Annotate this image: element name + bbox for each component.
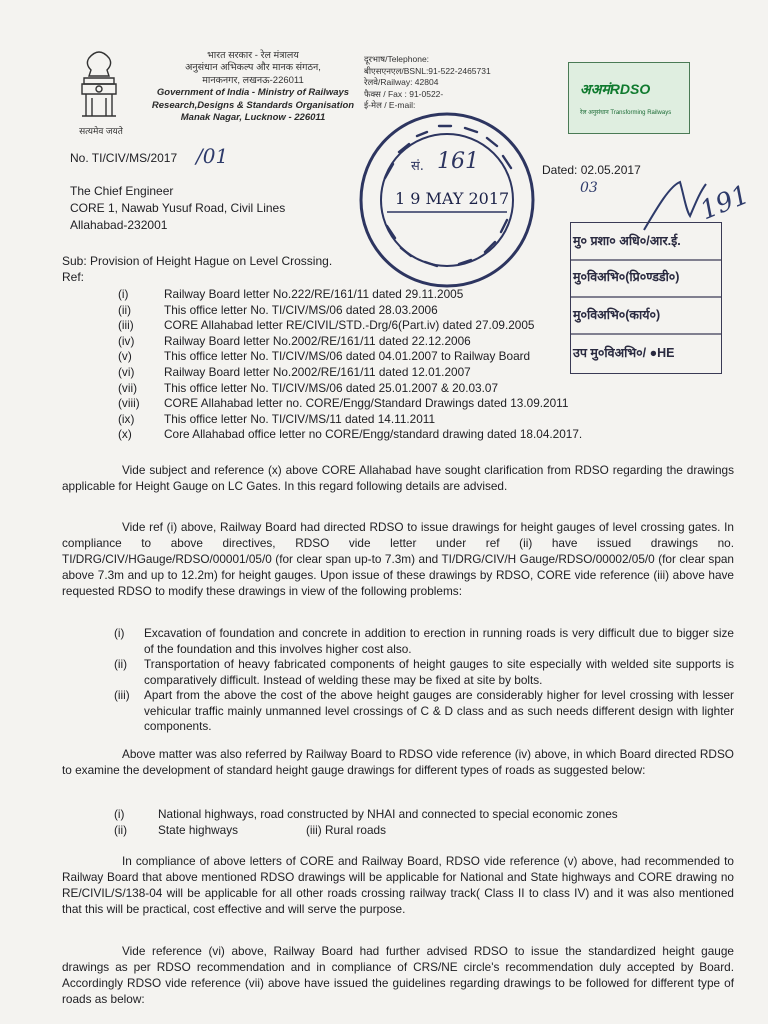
reference-item-text: CORE Allahabad letter RE/CIVIL/STD.-Drg/6(Part.iv) dated 27.09.2005 <box>164 318 535 333</box>
reference-item-text: Railway Board letter No.2002/RE/161/11 dated 22.12.2006 <box>164 333 471 348</box>
problem-item-text: Excavation of foundation and concrete in addition to erection in running roads is very difficult due to bigger size of the foundation and this involves higher cost also. <box>144 626 734 656</box>
routing-stamp-line-1: मु० प्रशा० अधि०/आर.ई. <box>573 234 681 248</box>
reference-item-number: (iv) <box>118 333 135 348</box>
stamp-no-value: 161 <box>437 149 479 174</box>
reference-item <box>118 427 582 441</box>
letterhead-en-1: Government of India - Ministry of Railways <box>156 87 350 99</box>
contact-email: ई-मेल / E-mail: <box>364 100 416 110</box>
reference-item <box>118 349 530 363</box>
problem-item-text: Apart from the above the cost of the above height gauges are considerably higher for level crossing with lesser vehicular traffic mainly unmanned level crossings of C & D class and as such needs different design with lighter components. <box>144 688 734 733</box>
rdso-logo-tagline: रेल अनुसंधान Transforming Railways <box>580 110 672 116</box>
reference-item-text: This office letter No. TI/CIV/MS/06 dated 04.01.2007 to Railway Board <box>164 349 531 364</box>
rdso-logo-text: अअमंRDSO <box>580 81 651 97</box>
recipient-city: Allahabad-232001 <box>70 218 168 232</box>
road-type-3-text: (iii) Rural roads <box>306 823 386 837</box>
paragraph-4: In compliance of above letters of CORE and Railway Board, RDSO vide reference (v) above, had recommended to Railway Board that above mentioned RDSO drawings will be applicable for National and State highways and CORE drawing no RE/CIVIL/S/138-04 will be applicable for all other roads crossing railway track( Class II to class IV) and it was also mentioned that this will be practical, cost effective and will serve the purpose. <box>62 854 734 916</box>
stamp-date: 1 9 MAY 2017 <box>395 189 510 208</box>
letter-date: Dated: 02.05.2017 <box>542 163 641 177</box>
handwritten-signature: 191 <box>696 179 754 227</box>
reference-number-handwritten: /01 <box>196 144 229 168</box>
emblem-motto: सत्यमेव जयते <box>79 126 123 136</box>
date-handwritten: 03 <box>580 180 598 196</box>
reference-item-number: (ii) <box>118 302 132 317</box>
reference-item-text: This office letter No. TI/CIV/MS/06 dated 25.01.2007 & 20.03.07 <box>164 380 499 395</box>
contact-railway: रेलवे/Railway: 42804 <box>364 77 439 87</box>
reference-item-text: Railway Board letter No.222/RE/161/11 dated 29.11.2005 <box>164 287 464 301</box>
reference-item-number: (v) <box>118 349 132 364</box>
problem-item <box>114 657 734 688</box>
reference-item-text: Railway Board letter No.2002/RE/161/11 dated 12.01.2007 <box>164 365 471 379</box>
recipient-address <box>70 183 285 234</box>
reference-item <box>118 365 471 379</box>
letterhead-contacts <box>364 54 544 112</box>
road-type-1 <box>114 807 734 823</box>
paragraph-5: Vide reference (vi) above, Railway Board had further advised RDSO to issue the standardized height gauge drawings as per RDSO recommendation and in compliance of CRS/NE circle's recommendation duly accepted by Board. Accordingly RDSO vide reference (vii) above have issued the guidelines regarding drawings to be followed for different type of roads as below: <box>62 944 734 1006</box>
reference-item-number: (ix) <box>118 411 135 426</box>
road-type-2-text: State highways <box>158 823 239 837</box>
road-type-1-number: (i) <box>114 807 125 821</box>
routing-stamp-line-3: मु०विअभि०(कार्य०) <box>573 308 661 322</box>
letterhead-hindi-1: भारत सरकार - रेल मंत्रालय <box>207 50 299 61</box>
letterhead-organisation <box>148 50 358 124</box>
reference-item-number: (i) <box>118 287 129 301</box>
paragraph-1: Vide subject and reference (x) above CORE Allahabad have sought clarification from RDSO regarding the drawings applicable for Height Gauge on LC Gates. In this regard following details are advised. <box>62 463 734 493</box>
letterhead-en-3: Manak Nagar, Lucknow - 226011 <box>180 112 326 124</box>
recipient-street: CORE 1, Nawab Yusuf Road, Civil Lines <box>70 201 286 215</box>
reference-number: No. TI/CIV/MS/2017 <box>70 151 178 165</box>
problem-item <box>114 626 734 657</box>
reference-item <box>118 334 471 348</box>
routing-stamp-line-4: उप मु०विअभि०/ ●HE <box>573 346 675 360</box>
reference-item-number: (vii) <box>118 380 137 395</box>
contact-bsnl: बीएसएनएल/BSNL:91-522-2465731 <box>364 65 491 76</box>
contact-fax: फैक्स / Fax : 91-0522- <box>364 88 444 99</box>
contact-phone-label: दूरभाष/Telephone: <box>364 54 430 64</box>
reference-item-number: (x) <box>118 427 132 442</box>
reference-item <box>118 303 438 317</box>
problem-item-number: (iii) <box>114 688 130 702</box>
problem-item <box>114 688 734 735</box>
reference-item <box>118 287 463 301</box>
reference-item-text: This office letter No. TI/CIV/MS/11 dated 14.11.2011 <box>164 411 436 426</box>
reference-item-text: Core Allahabad office letter no CORE/Engg/standard drawing dated 18.04.2017. <box>164 427 583 442</box>
paragraph-2: Vide ref (i) above, Railway Board had directed RDSO to issue drawings for height gauges of level crossing gates. In compliance to above directives, RDSO vide letter under ref (ii) have issued drawings no. TI/DRG/CIV/HGauge/RDSO/00001/05/0 (for clear span up-to 7.3m) and TI/DRG/CIV/H Gauge/RDSO/00002/05/0 (for clear span above 7.3m and up to 12.2m) for height gauges. Upon issue of these drawings by RDSO, CORE vide reference (iii) above have requested RDSO to modify these drawings in view of the following problems: <box>62 520 734 598</box>
problem-item-number: (i) <box>114 626 125 640</box>
routing-stamp-line-2: मु०विअभि०(प्रि०ण्डडी०) <box>573 270 680 284</box>
office-seal-stamp <box>355 108 540 293</box>
letterhead-hindi-3: मानकनगर, लखनऊ-226011 <box>202 74 304 86</box>
road-type-2-number: (ii) <box>114 823 128 837</box>
reference-item <box>118 318 534 332</box>
problem-item-number: (ii) <box>114 657 128 671</box>
stamp-no-label: सं. <box>411 159 424 174</box>
letterhead-hindi-2: अनुसंधान अभिकल्प और मानक संगठन, <box>185 62 321 74</box>
reference-item-number: (viii) <box>118 396 140 411</box>
reference-item-text: This office letter No. TI/CIV/MS/06 dated 28.03.2006 <box>164 302 438 317</box>
reference-item-text: CORE Allahabad letter no. CORE/Engg/Standard Drawings dated 13.09.2011 <box>164 396 569 411</box>
paragraph-3: Above matter was also referred by Railway Board to RDSO vide reference (iv) above, in which Board directed RDSO to examine the development of standard height gauge drawings for different types of roads as suggested below: <box>62 747 734 777</box>
reference-item <box>118 396 568 410</box>
recipient-title: The Chief Engineer <box>70 184 174 198</box>
reference-item-number: (iii) <box>118 318 134 333</box>
subject-line: Sub: Provision of Height Hague on Level Crossing. <box>62 254 333 268</box>
letterhead-en-2: Research,Designs & Standards Organisation <box>151 99 355 111</box>
reference-item-number: (vi) <box>118 365 135 379</box>
reference-item <box>118 412 435 426</box>
reference-item <box>118 381 498 395</box>
references-label: Ref: <box>62 270 85 284</box>
problem-item-text: Transportation of heavy fabricated components of height gauges to site especially with welded site supports is comparatively difficult. Instead of welding these may be fixed at site by bolts. <box>144 657 734 687</box>
road-type-1-text: National highways, road constructed by NHAI and connected to special economic zones <box>158 807 618 821</box>
